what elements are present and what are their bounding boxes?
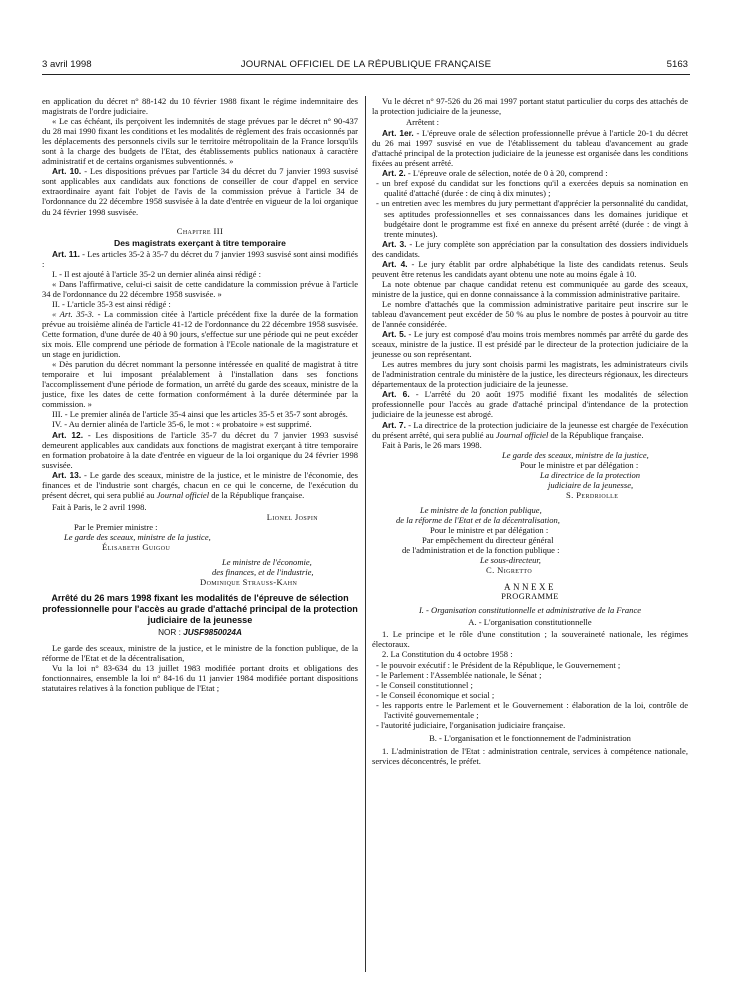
signature-line: de l'administration et de la fonction publique : [402, 545, 560, 556]
paragraph: La note obtenue par chaque candidat retenu est communiquée au garde des sceaux, ministre de la justice, qui en donne connaissance à la commission administrative paritaire. [372, 278, 688, 299]
article-label: Art. 12. [52, 429, 84, 440]
signature-title: Le ministre de l'économie, [222, 557, 312, 568]
signature-line: Pour le ministre et par délégation : [520, 459, 639, 470]
article-label: Art. 10. [52, 166, 82, 177]
paragraph: « Dans l'affirmative, celui-ci saisit de cette candidature la commission prévue à l'article 34 de l'ordonnance du 22 décembre 1958 susvisée. » [42, 278, 358, 299]
article-1: Art. 1er. - L'épreuve orale de sélection professionnelle prévue à l'article 20-1 du décret du 26 mai 1997 susvisé en vue de l'établissement du tableau d'avancement au grade d'attaché principal de la protection judiciaire de la jeunesse est organisée dans les conditions fixées au présent arrêté. [372, 128, 688, 169]
chapter-title: Des magistrats exerçant à titre temporaire [114, 237, 286, 248]
right-column [372, 96, 688, 766]
header-journal-title: JOURNAL OFFICIEL DE LA RÉPUBLIQUE FRANÇAISE [240, 59, 492, 70]
list-item: - le Parlement : l'Assemblée nationale, le Sénat ; [376, 669, 542, 680]
paragraph: « Dès parution du décret nommant la personne intéressée en qualité de magistrat à titre temporaire et lui imposant préalablement à l'installation dans ses fonctions l'accomplissement d'une période de formation, un arrêté du garde des sceaux, ministre de la justice, fixe les dates de cette formation conformément à la durée déterminée par la commission. » [42, 359, 358, 410]
paragraph: Le garde des sceaux, ministre de la justice, et le ministre de la fonction publique, de la réforme de l'Etat et de la décentralisation, [42, 642, 358, 664]
article-13: Art. 13. - Le garde des sceaux, ministre de la justice, et le ministre de l'économie, des finances et de l'industrie sont chargés, chacun en ce qui le concerne, de l'exécution du présent décret, qui sera publié au Journal officiel de la République française. [42, 469, 358, 500]
article-label: Art. 4. [382, 258, 408, 269]
left-column [42, 96, 358, 693]
article-label: Art. 2. [382, 168, 406, 179]
signature-name: Élisabeth Guigou [102, 542, 171, 553]
chapter-heading: Chapitre III [176, 225, 224, 236]
article-10: Art. 10. - Les dispositions prévues par l'article 34 du décret du 7 janvier 1993 susvisé sont applicables aux candidats aux fonctions de conseiller de cour d'appel en service extraordinaire ayant fait l'objet de l'avis de la commission prévue à l'article 34 de l'ordonnance du 22 décembre 1958 susvisée à la date d'entrée en vigueur de la loi organique du 24 février 1998 susvisée. [42, 166, 358, 217]
article-11: Art. 11. - Les articles 35-2 à 35-7 du décret du 7 janvier 1993 susvisé sont ainsi modifiés : [42, 248, 358, 269]
page-header [42, 58, 690, 75]
article-5: Art. 5. - Le jury est composé d'au moins trois membres nommés par arrêté du garde des sceaux, ministre de la justice. Il est présidé par le directeur de la protection judiciaire de la jeunesse ou son représentant. [372, 329, 688, 360]
paragraph: I. - Il est ajouté à l'article 35-2 un dernier alinéa ainsi rédigé : [52, 268, 261, 279]
article-4: Art. 4. - Le jury établit par ordre alphabétique la liste des candidats retenus. Seuls peuvent être retenus les candidats ayant obtenu une note au moins égale à 10. [372, 258, 688, 279]
article-label: Art. 13. [52, 469, 82, 480]
signature-title: Le garde des sceaux, ministre de la justice, [502, 449, 649, 460]
signature-prime-minister: Lionel Jospin [266, 511, 318, 522]
signature-name: Dominique Strauss-Kahn [200, 577, 298, 588]
header-page-number: 5163 [666, 59, 688, 70]
article-label: Art. 6. [382, 389, 410, 400]
list-item: - le pouvoir exécutif : le Président de la République, le Gouvernement ; [376, 659, 621, 670]
article-label: Art. 3. [382, 238, 407, 249]
paragraph: Les autres membres du jury sont choisis parmi les magistrats, les administrateurs civils de l'administration centrale du ministère de la justice, les directeurs régionaux, les directeurs départementaux de la protection judiciaire de la jeunesse. [372, 359, 688, 390]
list-item: - les rapports entre le Parlement et le Gouvernement : élaboration de la loi, contrôle de l'activité gouvernementale ; [376, 699, 688, 720]
signature-title: Le ministre de la fonction publique, [420, 504, 542, 515]
list-item: - un bref exposé du candidat sur les fonctions qu'il a exercées depuis sa nomination en qualité d'attaché (durée : de cinq à dix minutes) ; [376, 178, 688, 199]
signature-title: des finances, et de l'industrie, [212, 567, 314, 578]
signature-date: Fait à Paris, le 26 mars 1998. [382, 439, 482, 450]
signature-title: de la réforme de l'Etat et de la décentralisation, [396, 514, 560, 525]
paragraph: IV. - Au dernier alinéa de l'article 35-6, le mot : « probatoire » est supprimé. [52, 419, 312, 430]
signature-title: La directrice de la protection [540, 469, 641, 480]
programme-item: 1. L'administration de l'Etat : administration centrale, services à compétence nationale, services déconcentrés, le préfet. [372, 745, 688, 766]
article-label: Art. 7. [382, 419, 406, 430]
arretent: Arrêtent : [406, 117, 439, 128]
article-12: Art. 12. - Les dispositions de l'article 35-7 du décret du 7 janvier 1993 susvisé demeurent applicables aux candidats aux fonctions de magistrat exerçant à titre temporaire en formation probatoire à la date d'entrée en vigueur de la loi organique du 24 février 1998 susvisée. [42, 429, 358, 470]
article-3: Art. 3. - Le jury complète son appréciation par la consultation des dossiers individuels des candidats. [372, 238, 688, 259]
nor-reference: NOR : JUSF9850024A [158, 627, 242, 637]
article-2: Art. 2. - L'épreuve orale de sélection, notée de 0 à 20, comprend : [382, 168, 608, 179]
paragraph: Le nombre d'attachés que la commission administrative paritaire peut inscrire sur le tableau d'avancement peut excéder de 50 % au plus le nombre de postes à pourvoir au titre de l'année considérée. [372, 298, 688, 330]
paragraph: Vu le décret n° 97-526 du 26 mai 1997 portant statut particulier du corps des attachés de la protection judiciaire de la jeunesse, [372, 96, 688, 117]
signature-title: judiciaire de la jeunesse, [548, 479, 634, 490]
signature-name: S. Perdriolle [566, 489, 619, 500]
paragraph: III. - Le premier alinéa de l'article 35-4 ainsi que les articles 35-5 et 35-7 sont abrogés. [52, 409, 348, 420]
column-divider [365, 96, 366, 972]
paragraph: II. - L'article 35-3 est ainsi rédigé : [52, 298, 171, 309]
list-item: - un entretien avec les membres du jury permettant d'apprécier la personnalité du candidat, ses aptitudes professionnelles et ses connaissances dans les domaines juridique et budgétaire dont le programme est fixé en annexe du présent arrêté (durée : de vingt à trente minutes). [376, 198, 688, 239]
list-item: - le Conseil constitutionnel ; [376, 679, 473, 690]
programme-heading: PROGRAMME [501, 592, 559, 602]
arrete-title: Arrêté du 26 mars 1998 fixant les modalités de l'épreuve de sélection professionnelle pour l'accès au grade d'attaché principal de la protection judiciaire de la jeunesse [42, 593, 358, 626]
article-label: Art. 11. [52, 248, 80, 259]
signature-date: Fait à Paris, le 2 avril 1998. [52, 501, 147, 512]
signature-title: Le sous-directeur, [480, 555, 541, 566]
programme-item: 2. La Constitution du 4 octobre 1958 : [382, 649, 513, 660]
signature-line: Pour le ministre et par délégation : [430, 524, 549, 535]
list-item: - le Conseil économique et social ; [376, 689, 495, 700]
article-35-3: « Art. 35-3. - La commission citée à l'article précédent fixe la durée de la formation prévue au troisième alinéa de l'article 41-12 de l'ordonnance du 22 décembre 1958 susvisée. Cette formation, d'une durée de 40 à 90 jours, s'effectue sur une période qui ne peut excéder six mois. Elle comprend une période de formation à l'Ecole nationale de la magistrature et un stage en juridiction. [42, 308, 358, 360]
article-label: Art. 1er. [382, 128, 414, 139]
article-6: Art. 6. - L'arrêté du 20 août 1975 modifié fixant les modalités de sélection professionnelle pour l'accès au grade d'attaché principal d'intendance de la protection judiciaire de la jeunesse est abrogé. [372, 389, 688, 420]
signature-line: Par le Premier ministre : [74, 521, 158, 532]
programme-subsection: A. - L'organisation constitutionnelle [468, 617, 592, 628]
paragraph: « Le cas échéant, ils perçoivent les indemnités de stage prévues par le décret n° 90-437 du 28 mai 1990 fixant les conditions et les modalités de règlement des frais occasionnés par les déplacements des personnels civils sur le territoire métropolitain de la France lorsqu'ils sont à la charge des budgets de l'Etat, des établissements publics nationaux à caractère administratif et de certains organismes subventionnés. » [42, 116, 358, 167]
article-label: « Art. 35-3. [52, 308, 95, 319]
list-item: - l'autorité judiciaire, l'organisation judiciaire française. [376, 719, 566, 730]
signature-name: C. Nigretto [486, 565, 533, 576]
signature-line: Par empêchement du directeur général [422, 535, 554, 546]
article-7: Art. 7. - La directrice de la protection judiciaire de la jeunesse est chargée de l'exécution du présent arrêté, qui sera publié au Journal officiel de la République française. [372, 419, 688, 440]
article-label: Art. 5. [382, 329, 407, 340]
signature-title: Le garde des sceaux, ministre de la justice, [64, 531, 211, 542]
paragraph: Vu la loi n° 83-634 du 13 juillet 1983 modifiée portant droits et obligations des fonctionnaires, ensemble la loi n° 84-16 du 11 janvier 1984 modifiée portant dispositions statutaires relatives à la fonction publique de l'Etat ; [42, 663, 358, 694]
paragraph: en application du décret n° 88-142 du 10 février 1988 fixant le régime indemnitaire des magistrats de l'ordre judiciaire. [42, 96, 358, 117]
programme-item: 1. Le principe et le rôle d'une constitution ; la souveraineté nationale, les régimes électoraux. [372, 629, 688, 650]
header-date: 3 avril 1998 [42, 59, 92, 70]
annexe-heading: ANNEXE [504, 582, 556, 593]
programme-subsection: B. - L'organisation et le fonctionnement de l'administration [429, 732, 631, 743]
programme-section: I. - Organisation constitutionnelle et administrative de la France [418, 605, 642, 616]
